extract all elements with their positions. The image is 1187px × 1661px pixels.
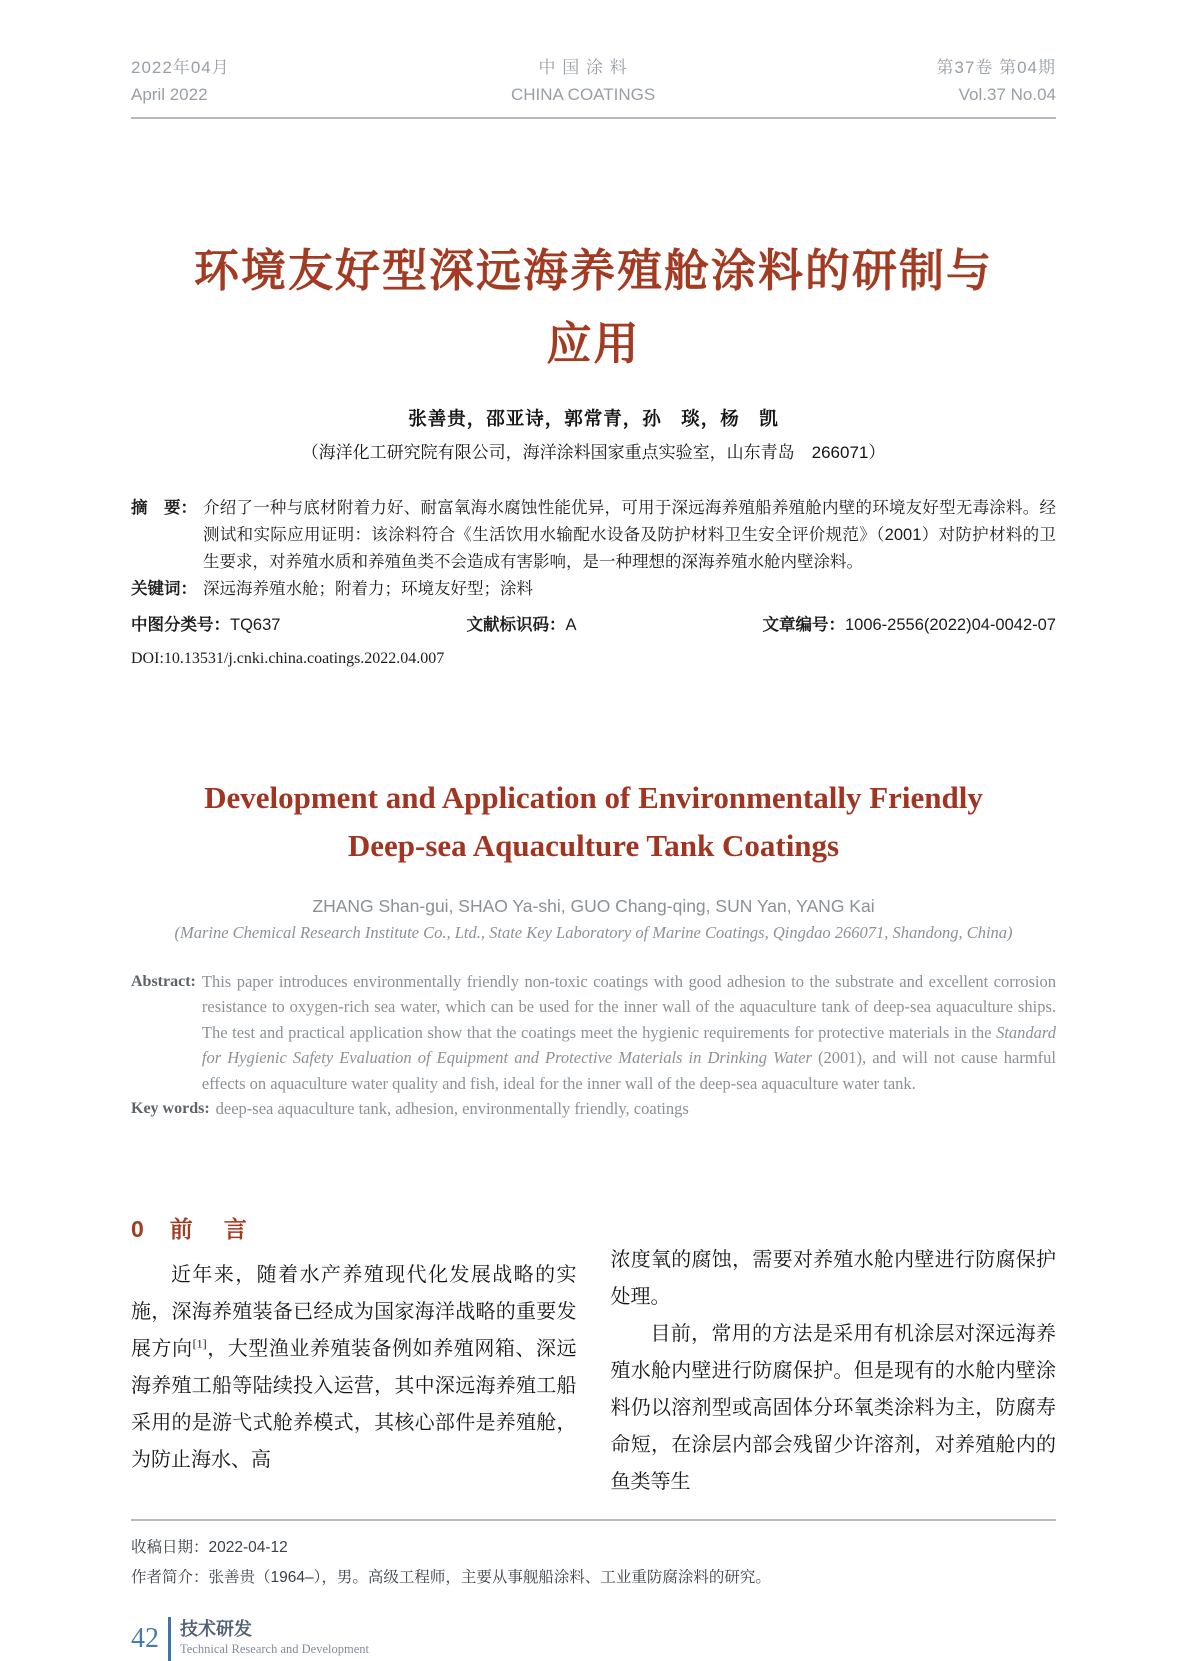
document-code-value: A: [565, 616, 577, 635]
abstract-en-text-italic: Standard for Hygienic Safety Evaluation of Equipment and Protective Materials in Drinking Water: [201, 1022, 1056, 1068]
section-title: 前 言: [169, 1215, 251, 1242]
header-volume-en: Vol.37 No.04: [958, 85, 1056, 105]
article-id-label: 文章编号：: [762, 616, 845, 635]
footer-section-en: Technical Research and Development: [180, 1642, 369, 1657]
abstract-en-text-after: (2001), and will not cause harmful effects on aquaculture water quality and fish, ideal for the inner wall of the deep-sea aquaculture water tank.: [201, 1048, 1056, 1093]
page-footer: [131, 1617, 1056, 1661]
section-number: 0: [131, 1215, 144, 1242]
footer-section-cn: 技术研发: [180, 1619, 252, 1640]
author-bio-line: [131, 1563, 1056, 1593]
clc-label: 中图分类号：: [131, 616, 230, 635]
abstract-cn-text: 介绍了一种与底材附着力好、耐富氧海水腐蚀性能优异，可用于深远海养殖船养殖舱内壁的环境友好型无毒涂料。经测试和实际应用证明：该涂料符合《生活饮用水输配水设备及防护材料卫生安全评价规范》（2001）对防护材料的卫生要求，对养殖水质和养殖鱼类不会造成有害影响，是一种理想的深海养殖水舱内壁涂料。: [203, 499, 1056, 572]
paper-title-en-line1: Development and Application of Environmentally Friendly: [204, 780, 983, 816]
body-paragraph-left: [131, 1257, 577, 1479]
header-volume: [936, 54, 1056, 108]
document-code-label: 文献标识码：: [466, 616, 566, 635]
page-number: 42: [131, 1622, 159, 1654]
authors-en: ZHANG Shan-gui, SHAO Ya-shi, GUO Chang-qing, SUN Yan, YANG Kai: [312, 895, 875, 916]
journal-name-cn: 中 国 涂 料: [538, 58, 628, 77]
received-date-line: [131, 1533, 1056, 1563]
article-id: [762, 612, 1056, 639]
body-columns: [131, 1212, 1056, 1501]
paper-title-en: [131, 774, 1056, 870]
classification-row: [131, 612, 1056, 639]
footnote-block: [131, 1519, 1056, 1593]
abstract-en-text: [202, 969, 1056, 1097]
keywords-cn-text: 深远海养殖水舱；附着力；环境友好型；涂料: [203, 580, 533, 599]
clc-number: [131, 612, 280, 639]
body-column-right: [611, 1212, 1057, 1501]
paper-title-cn-line2: 应用: [546, 318, 641, 370]
journal-name-en: CHINA COATINGS: [510, 85, 656, 105]
body-paragraph-right-2: 目前，常用的方法是采用有机涂层对深远海养殖水舱内壁进行防腐保护。但是现有的水舱内壁涂料仍以溶剂型或高固体分环氧类涂料为主，防腐寿命短，在涂层内部会残留少许溶剂，对养殖舱内的鱼类等生: [610, 1322, 1056, 1493]
keywords-en-text: deep-sea aquaculture tank, adhesion, environmentally friendly, coatings: [215, 1099, 689, 1119]
keywords-en-label: Key words:: [131, 1100, 210, 1118]
author-bio-label: 作者简介：: [131, 1568, 209, 1586]
paper-title-cn-line1: 环境友好型深远海养殖舱涂料的研制与: [193, 245, 993, 297]
paper-title-cn: [131, 235, 1056, 381]
affiliation-cn: （海洋化工研究院有限公司，海洋涂料国家重点实验室，山东青岛 266071）: [301, 443, 886, 463]
citation-ref-1: [1]: [192, 1336, 207, 1351]
received-date-label: 收稿日期：: [131, 1538, 209, 1556]
abstract-en: [131, 969, 1056, 1097]
journal-header: [131, 54, 1056, 119]
section-heading-intro: [131, 1215, 577, 1242]
body-column-left: [131, 1212, 577, 1501]
header-date-cn: 2022年04月: [131, 58, 230, 77]
body-paragraph-right-1: 浓度氧的腐蚀，需要对养殖水舱内壁进行防腐保护处理。: [610, 1248, 1056, 1308]
header-journal-name: [511, 54, 655, 108]
header-date: [131, 54, 230, 108]
article-id-value: 1006-2556(2022)04-0042-07: [844, 616, 1056, 635]
keywords-cn: [131, 576, 1056, 603]
doi: DOI:10.13531/j.cnki.china.coatings.2022.04.007: [131, 650, 445, 668]
paper-title-en-line2: Deep-sea Aquaculture Tank Coatings: [347, 828, 840, 864]
header-volume-cn: 第37卷 第04期: [936, 58, 1056, 77]
received-date-value: 2022-04-12: [208, 1538, 288, 1556]
header-date-en: April 2022: [131, 85, 208, 105]
abstract-cn-label: 摘 要：: [131, 499, 197, 518]
footer-divider-bar: [168, 1617, 171, 1661]
author-bio-value: 张善贵（1964–），男。高级工程师，主要从事舰船涂料、工业重防腐涂料的研究。: [208, 1568, 771, 1586]
abstract-en-text-before: This paper introduces environmentally friendly non-toxic coatings with good adhesion to the substrate and excellent corrosion resistance to oxygen-rich sea water, which can be used for the inner wall of the aquaculture tank of deep-sea aquaculture ships. The test and practical application show that the coatings meet the hygienic requirements for protective materials in the: [201, 971, 1056, 1042]
document-code: [466, 612, 576, 639]
clc-value: TQ637: [230, 616, 281, 635]
footer-section: [180, 1619, 369, 1658]
keywords-cn-label: 关键词：: [131, 580, 197, 599]
affiliation-en: (Marine Chemical Research Institute Co., Ltd., State Key Laboratory of Marine Coatings, Qingdao 266071, Shandong, China): [174, 922, 1013, 942]
body-left-post: ，大型渔业养殖装备例如养殖网箱、深远海养殖工船等陆续投入运营，其中深远海养殖工船采用的是游弋式舱养模式，其核心部件是养殖舱，为防止海水、高: [131, 1337, 577, 1471]
keywords-en: [131, 1096, 1056, 1122]
body-left-pre: 近年来，随着水产养殖现代化发展战略的实施，深海养殖装备已经成为国家海洋战略的重要发展方向: [131, 1263, 577, 1360]
abstract-en-label: Abstract:: [131, 972, 196, 990]
abstract-cn: [131, 495, 1056, 576]
authors-cn: 张善贵，邵亚诗，郭常青，孙 琰，杨 凯: [408, 408, 779, 430]
